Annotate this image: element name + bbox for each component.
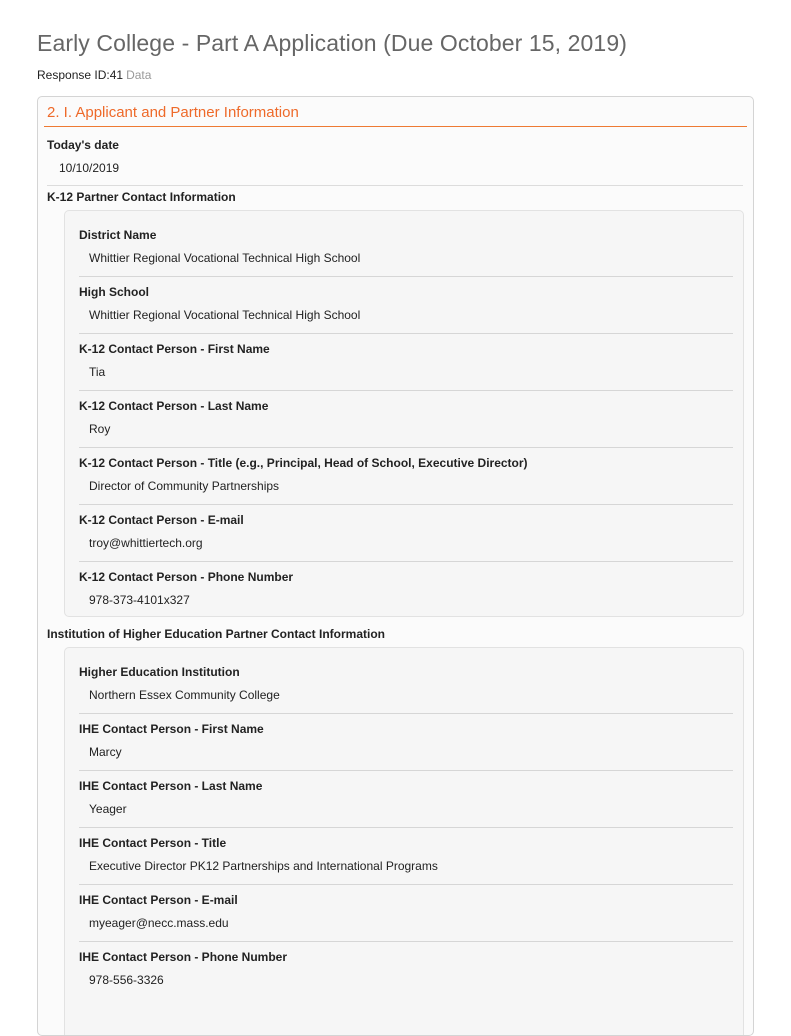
ihe-email-label: IHE Contact Person - E-mail <box>79 893 238 907</box>
field-divider <box>79 561 733 562</box>
k12-title-label: K-12 Contact Person - Title (e.g., Principal, Head of School, Executive Director) <box>79 456 528 470</box>
field-divider <box>79 390 733 391</box>
todays-date-value: 10/10/2019 <box>59 161 120 175</box>
district-name-label: District Name <box>79 228 157 242</box>
field-divider <box>79 884 733 885</box>
ihe-last-name-value: Yeager <box>89 802 127 816</box>
field-divider <box>79 941 733 942</box>
ihe-phone-value: 978-556-3326 <box>89 973 164 987</box>
high-school-label: High School <box>79 285 149 299</box>
ihe-last-name-label: IHE Contact Person - Last Name <box>79 779 263 793</box>
response-id: Response ID:41 <box>37 68 124 82</box>
field-divider <box>79 713 733 714</box>
k12-first-name-label: K-12 Contact Person - First Name <box>79 342 270 356</box>
ihe-institution-label: Higher Education Institution <box>79 665 240 679</box>
ihe-email-value: myeager@necc.mass.edu <box>89 916 229 930</box>
section-header: 2. I. Applicant and Partner Information <box>47 104 299 121</box>
ihe-phone-label: IHE Contact Person - Phone Number <box>79 950 288 964</box>
ihe-first-name-label: IHE Contact Person - First Name <box>79 722 264 736</box>
k12-email-label: K-12 Contact Person - E-mail <box>79 513 244 527</box>
k12-title-value: Director of Community Partnerships <box>89 479 280 493</box>
field-divider <box>79 770 733 771</box>
field-divider <box>79 827 733 828</box>
k12-phone-value: 978-373-4101x327 <box>89 593 190 607</box>
applicant-partner-section <box>37 96 754 1036</box>
district-name-value: Whittier Regional Vocational Technical High School <box>89 251 361 265</box>
k12-partner-heading: K-12 Partner Contact Information <box>47 190 236 204</box>
page-title: Early College - Part A Application (Due October 15, 2019) <box>37 30 627 56</box>
data-link[interactable]: Data <box>126 68 152 82</box>
k12-last-name-label: K-12 Contact Person - Last Name <box>79 399 269 413</box>
section-header-rule <box>44 126 747 127</box>
field-divider <box>79 447 733 448</box>
ihe-institution-value: Northern Essex Community College <box>89 688 280 702</box>
ihe-first-name-value: Marcy <box>89 745 122 759</box>
k12-phone-label: K-12 Contact Person - Phone Number <box>79 570 294 584</box>
ihe-title-value: Executive Director PK12 Partnerships and International Programs <box>89 859 438 873</box>
field-divider <box>79 276 733 277</box>
ihe-title-label: IHE Contact Person - Title <box>79 836 227 850</box>
k12-email-value: troy@whittiertech.org <box>89 536 203 550</box>
k12-last-name-value: Roy <box>89 422 111 436</box>
ihe-partner-group <box>64 647 744 1036</box>
field-divider <box>79 504 733 505</box>
todays-date-label: Today's date <box>47 138 119 152</box>
k12-first-name-value: Tia <box>89 365 106 379</box>
k12-partner-group <box>64 210 744 617</box>
response-id-line <box>37 68 151 82</box>
high-school-value: Whittier Regional Vocational Technical High School <box>89 308 361 322</box>
ihe-partner-heading: Institution of Higher Education Partner Contact Information <box>47 627 385 641</box>
field-divider <box>79 333 733 334</box>
todays-date-divider <box>47 185 743 186</box>
